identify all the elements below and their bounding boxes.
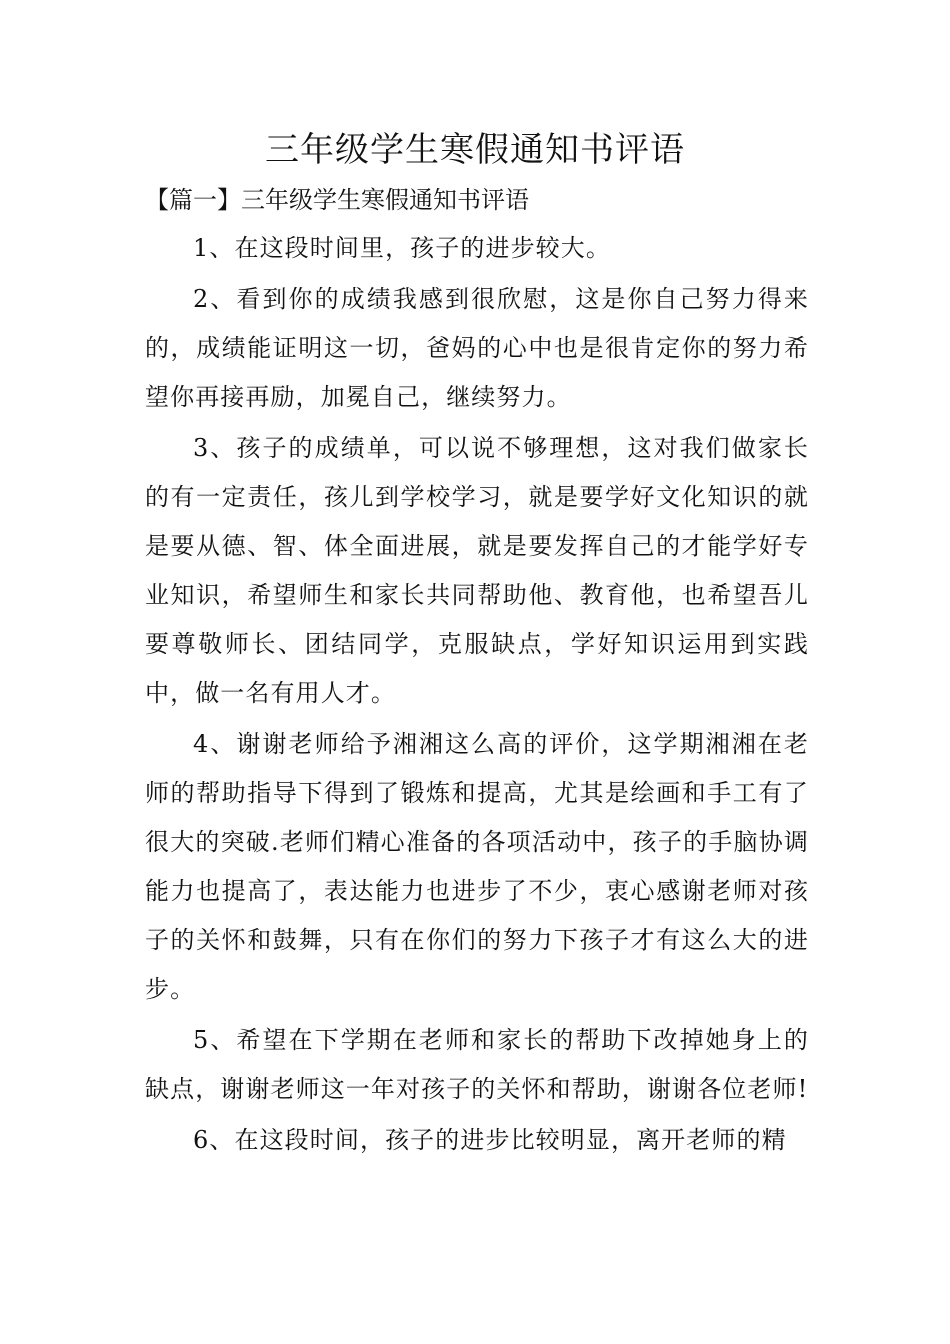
document-title: 三年级学生寒假通知书评语 [265, 130, 685, 170]
paragraph-6: 6、在这段时间，孩子的进步比较明显，离开老师的精 [193, 1126, 787, 1154]
paragraph-1: 1、在这段时间里，孩子的进步较大。 [193, 234, 611, 262]
document-body [145, 178, 809, 1165]
paragraph-5: 5、希望在下学期在老师和家长的帮助下改掉她身上的缺点，谢谢老师这一年对孩子的关怀和帮助，谢谢各位老师! [145, 1026, 809, 1103]
section-heading: 【篇一】三年级学生寒假通知书评语 [145, 186, 529, 214]
paragraph-2: 2、看到你的成绩我感到很欣慰，这是你自己努力得来的，成绩能证明这一切，爸妈的心中也是很肯定你的努力希望你再接再励，加冕自己，继续努力。 [145, 285, 809, 411]
paragraph-3: 3、孩子的成绩单，可以说不够理想，这对我们做家长的有一定责任，孩儿到学校学习，就是要学好文化知识的就是要从德、智、体全面进展，就是要发挥自己的才能学好专业知识，希望师生和家长共同帮助他、教育他，也希望吾儿要尊敬师长、团结同学，克服缺点，学好知识运用到实践中，做一名有用人才。 [145, 434, 809, 707]
paragraph-4: 4、谢谢老师给予湘湘这么高的评价，这学期湘湘在老师的帮助指导下得到了锻炼和提高，尤其是绘画和手工有了很大的突破.老师们精心准备的各项活动中，孩子的手脑协调能力也提高了，表达能力也进步了不少，衷心感谢老师对孩子的关怀和鼓舞，只有在你们的努力下孩子才有这么大的进步。 [145, 730, 809, 1003]
